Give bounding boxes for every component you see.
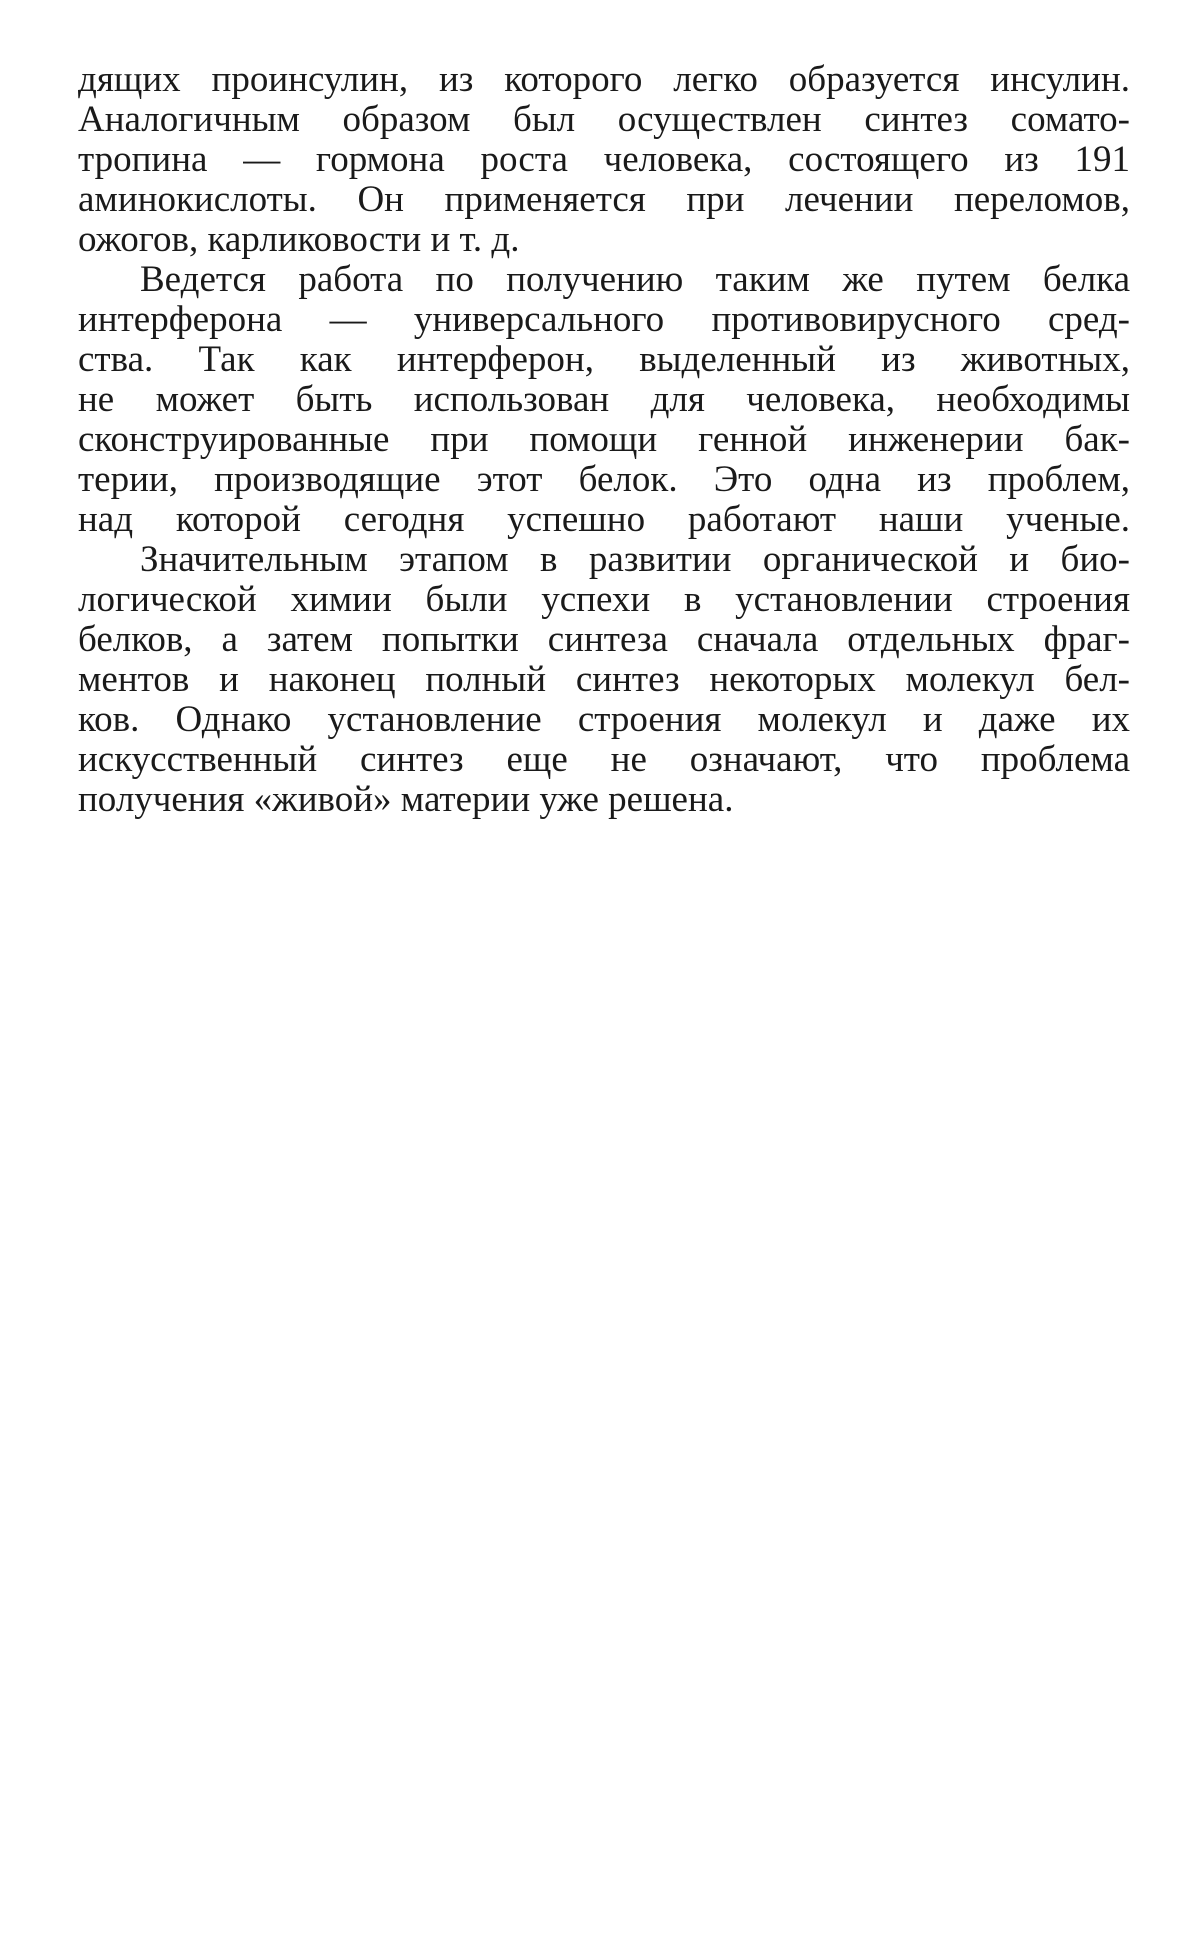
text-line: Ведется работа по получению таким же путем белка: [140, 259, 1130, 300]
text-line: ожогов, карликовости и т. д.: [78, 219, 520, 260]
text-line: получения «живой» материи уже решена.: [78, 779, 734, 820]
text-line: аминокислоты. Он применяется при лечении переломов,: [78, 179, 1130, 220]
page-text: [78, 60, 1130, 820]
text-line: интерферона — универсального противовирусного сред-: [78, 299, 1130, 340]
text-line: ков. Однако установление строения молекул и даже их: [78, 699, 1130, 740]
text-line: Значительным этапом в развитии органической и био-: [140, 539, 1130, 580]
text-line: не может быть использован для человека, необходимы: [78, 379, 1130, 420]
text-line: тропина — гормона роста человека, состоящего из 191: [78, 139, 1130, 180]
text-line: Аналогичным образом был осуществлен синтез сомато-: [78, 99, 1130, 140]
paragraph-1: [78, 60, 1130, 260]
text-line: ментов и наконец полный синтез некоторых молекул бел-: [78, 659, 1130, 700]
paragraph-3: [78, 540, 1130, 820]
text-line: сконструированные при помощи генной инженерии бак-: [78, 419, 1130, 460]
text-line: логической химии были успехи в установлении строения: [78, 579, 1130, 620]
paragraph-2: [78, 260, 1130, 540]
text-line: дящих проинсулин, из которого легко образуется инсулин.: [78, 59, 1130, 100]
text-line: искусственный синтез еще не означают, что проблема: [78, 739, 1130, 780]
text-line: белков, а затем попытки синтеза сначала отдельных фраг-: [78, 619, 1130, 660]
text-line: терии, производящие этот белок. Это одна из проблем,: [78, 459, 1130, 500]
text-line: ства. Так как интерферон, выделенный из животных,: [78, 339, 1130, 380]
text-line: над которой сегодня успешно работают наши ученые.: [78, 499, 1130, 540]
